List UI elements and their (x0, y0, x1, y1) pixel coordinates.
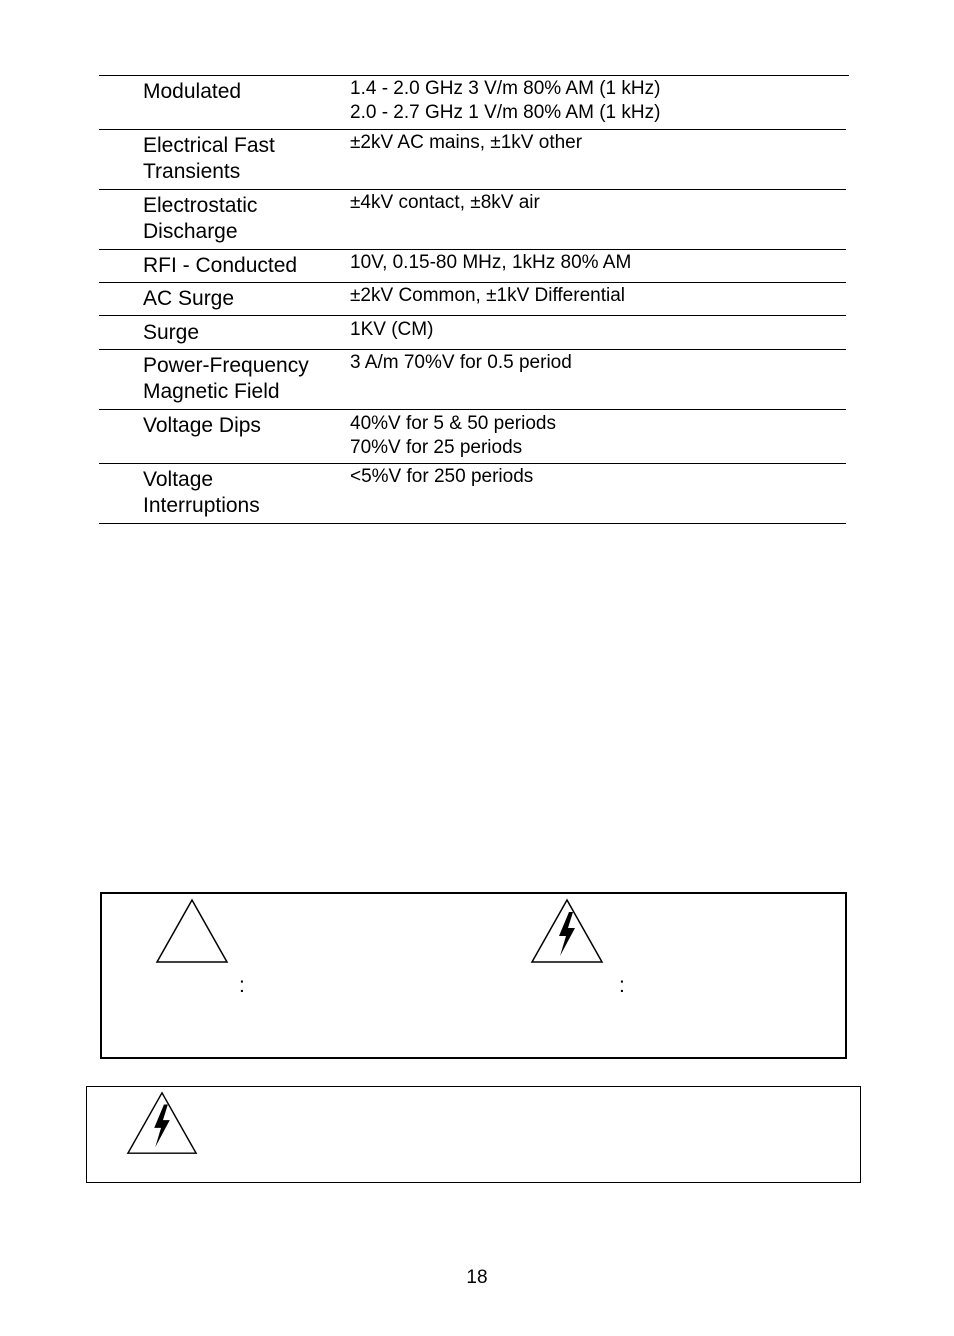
row-value-line: 40%V for 5 & 50 periods (350, 413, 556, 434)
row-label-line: Voltage (143, 468, 214, 491)
row-label-line: Surge (143, 321, 200, 344)
row-label-line: Transients (143, 160, 241, 183)
row-value (350, 351, 572, 375)
table-row (99, 190, 846, 250)
row-value (350, 284, 625, 308)
row-label-line: Modulated (143, 80, 242, 103)
row-value-line: 70%V for 25 periods (350, 437, 523, 458)
row-value-line: 2.0 - 2.7 GHz 1 V/m 80% AM (1 kHz) (350, 102, 661, 123)
row-label-line: Magnetic Field (143, 380, 280, 403)
electric-shock-triangle-icon (125, 1090, 199, 1156)
safety-symbols-box (100, 892, 847, 1059)
row-value (350, 412, 556, 460)
row-label (143, 193, 257, 245)
row-label (143, 133, 275, 185)
row-label-line: Power-Frequency (143, 354, 309, 377)
row-label (143, 79, 241, 105)
row-value-line: 3 A/m 70%V for 0.5 period (350, 352, 572, 373)
table-row (99, 283, 846, 316)
row-label-line: RFI - Conducted (143, 254, 298, 277)
row-label-line: Electrical Fast (143, 134, 275, 157)
row-label-line: Electrostatic (143, 194, 258, 217)
row-value (350, 465, 533, 489)
row-value (350, 251, 631, 275)
row-label (143, 353, 309, 405)
table-row (99, 75, 846, 130)
row-value-line: 1.4 - 2.0 GHz 3 V/m 80% AM (1 kHz) (350, 78, 661, 99)
row-value (350, 77, 660, 125)
row-value (350, 131, 582, 155)
caution-triangle-icon (154, 898, 230, 964)
row-label-line: Interruptions (143, 494, 260, 517)
row-label (143, 413, 261, 439)
row-label (143, 286, 234, 312)
row-value (350, 191, 540, 215)
page-number: 18 (466, 1267, 488, 1288)
table-row (99, 350, 846, 410)
table-row (99, 464, 846, 524)
row-value-line: 10V, 0.15-80 MHz, 1kHz 80% AM (350, 252, 632, 273)
shock-symbol-colon: : (619, 974, 625, 997)
shock-warning-box (86, 1086, 861, 1183)
row-value-line: 1KV (CM) (350, 319, 434, 340)
row-label (143, 467, 260, 519)
row-value-line: ±2kV AC mains, ±1kV other (350, 132, 583, 153)
row-label (143, 253, 297, 279)
row-label-line: Voltage Dips (143, 414, 261, 437)
row-value-line: <5%V for 250 periods (350, 466, 534, 487)
row-label-line: AC Surge (143, 287, 235, 310)
table-row (99, 250, 846, 283)
table-row (99, 316, 846, 350)
table-row (99, 410, 846, 464)
table-row (99, 130, 846, 190)
row-label (143, 320, 199, 346)
row-value (350, 318, 433, 342)
row-label-line: Discharge (143, 220, 238, 243)
row-value-line: ±4kV contact, ±8kV air (350, 192, 540, 213)
row-value-line: ±2kV Common, ±1kV Differential (350, 285, 625, 306)
caution-symbol-colon: : (239, 974, 245, 997)
electric-shock-triangle-icon (529, 898, 605, 964)
